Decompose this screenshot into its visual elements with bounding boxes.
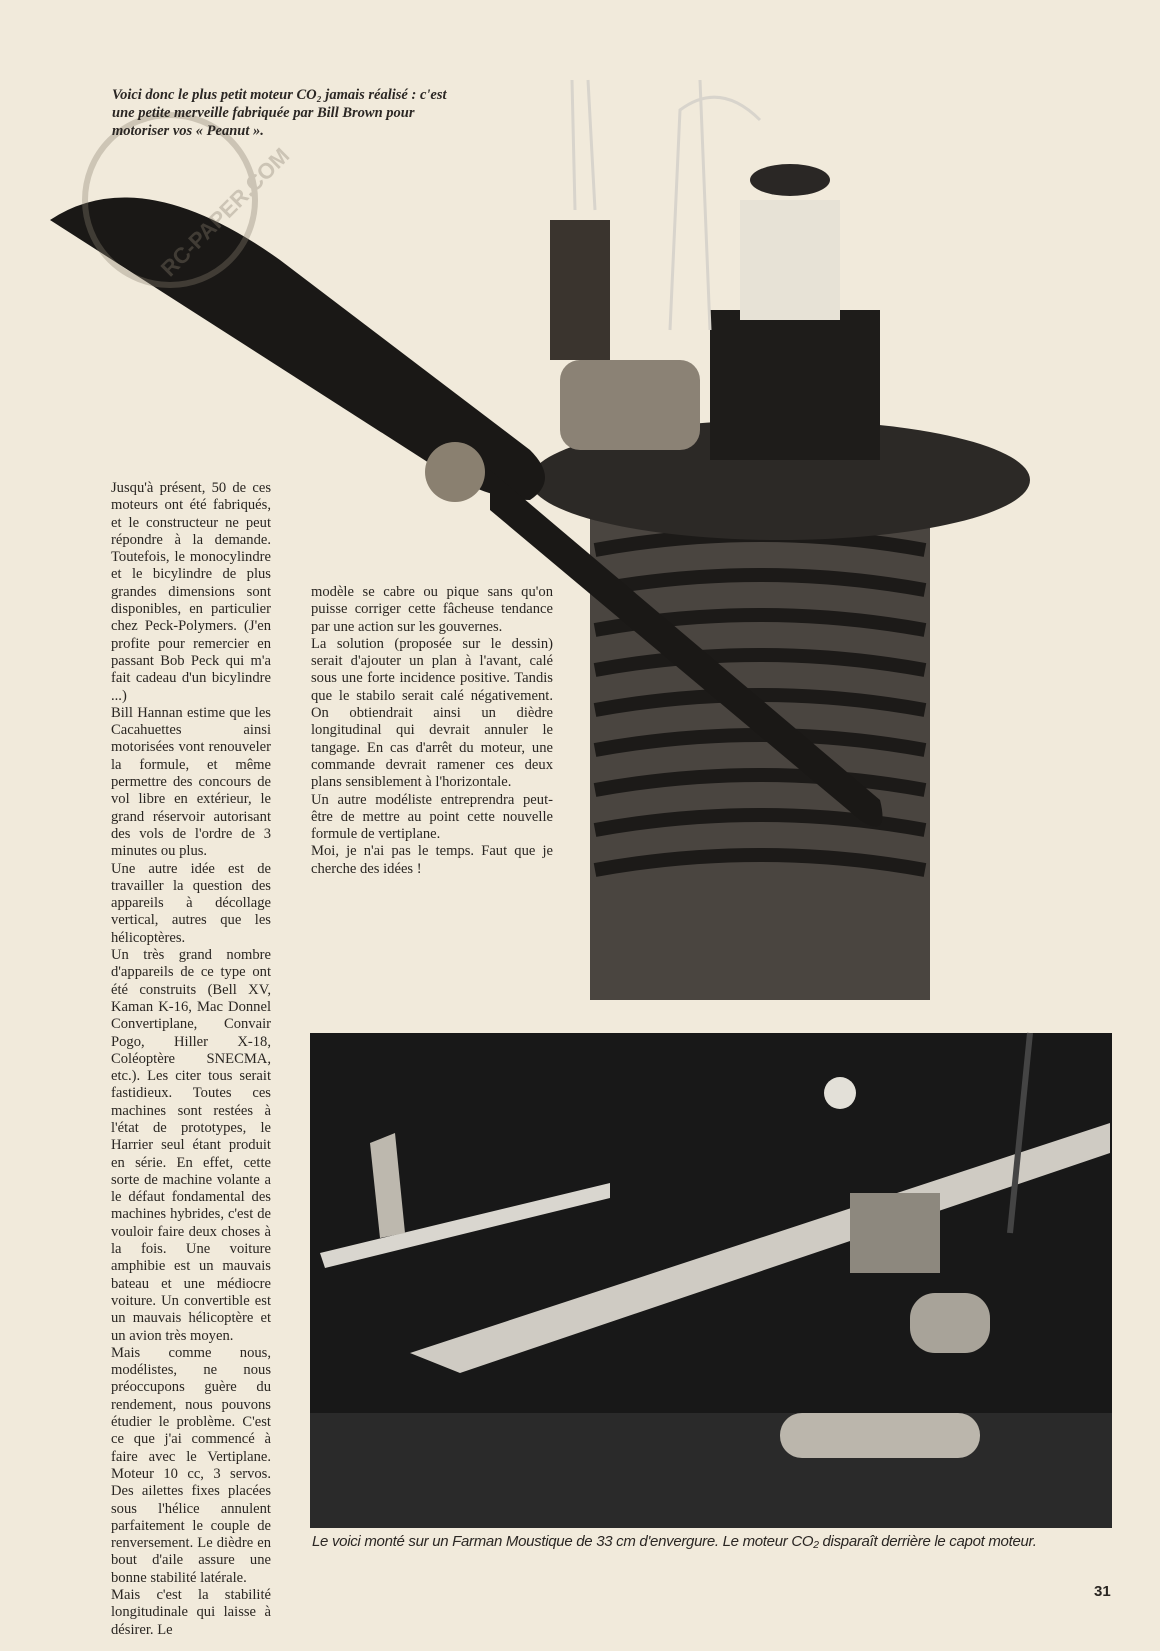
paragraph: Mais c'est la stabilité longitudinale qui laisse à désirer. Le (111, 1587, 271, 1638)
farman-moustique-model-photo (310, 1033, 1112, 1528)
paragraph: La solution (proposée sur le dessin) serait d'ajouter un plan à l'avant, calé sous une forte incidence positive. Tandis que le stabilo serait calé négativement. On obtiendrait ainsi un dièdre longitudinal qui devrait annuler le tangage. En cas d'arrêt du moteur, une commande devrait ramener ces deux plans sensiblement à l'horizontale. (311, 635, 553, 791)
paragraph: Bill Hannan estime que les Cacahuettes ainsi motorisées vont renouveler la formule, et même permettre des concours de vol libre en extérieur, le grand réservoir autorisant des vols de l'ordre de 3 minutes ou plus. (111, 704, 271, 860)
paragraph: Mais comme nous, modélistes, ne nous préoccupons guère du rendement, nous pouvons étudier le problème. C'est ce que j'ai commencé à faire avec le Vertiplane. Moteur 10 cc, 3 servos. Des ailettes fixes placées sous l'hélice annulent parfaitement le couple de renversement. Le dièdre en bout d'aile assure une bonne stabilité latérale. (111, 1344, 271, 1586)
paragraph: Moi, je n'ai pas le temps. Faut que je cherche des idées ! (311, 843, 553, 877)
page-number: 31 (1094, 1583, 1111, 1600)
paragraph: Une autre idée est de travailler la question des appareils à décollage vertical, autres que les hélicoptères. (111, 860, 271, 946)
paragraph: modèle se cabre ou pique sans qu'on puisse corriger cette fâcheuse tendance par une action sur les gouvernes. (311, 584, 553, 635)
article-column-middle (311, 584, 553, 878)
paragraph: Jusqu'à présent, 50 de ces moteurs ont été fabriqués, et le constructeur ne peut répondre à la demande. Toutefois, le monocylindre et le bicylindre de plus grandes dimensions sont disponibles, en particulier chez Peck-Polymers. (J'en profite pour remercier en passant Bob Peck qui m'a fait cadeau d'un bicylindre ...) (111, 480, 271, 704)
svg-text:RC-PAPER.COM: RC-PAPER.COM (155, 142, 295, 282)
paragraph: Un très grand nombre d'appareils de ce type ont été construits (Bell XV, Kaman K-16, Mac Donnel Convertiplane, Convair Pogo, Hiller X-18, Coléoptère SNECMA, etc.). Les citer tous serait fastidieux. Toutes ces machines sont restées à l'état de prototypes, le Harrier seul étant produit en série. En effet, cette sorte de machine volante a le défaut fondamental des machines hybrides, c'est de vouloir faire deux choses à la fois. Une voiture amphibie est un mauvais bateau et une médiocre voiture. Un convertible est un mauvais hélicoptère et un avion très moyen. (111, 947, 271, 1344)
top-photo-caption: Voici donc le plus petit moteur CO₂ jamais réalisé : c'est une petite merveille fabriquée par Bill Brown pour motoriser vos « Peanut ». (112, 87, 447, 139)
paragraph: Un autre modéliste entreprendra peut-être de mettre au point cette nouvelle formule de vertiplane. (311, 791, 553, 843)
article-column-left (111, 480, 271, 1639)
bottom-photo-caption: Le voici monté sur un Farman Moustique de 33 cm d'envergure. Le moteur CO₂ disparaît derrière le capot moteur. (312, 1533, 1037, 1550)
